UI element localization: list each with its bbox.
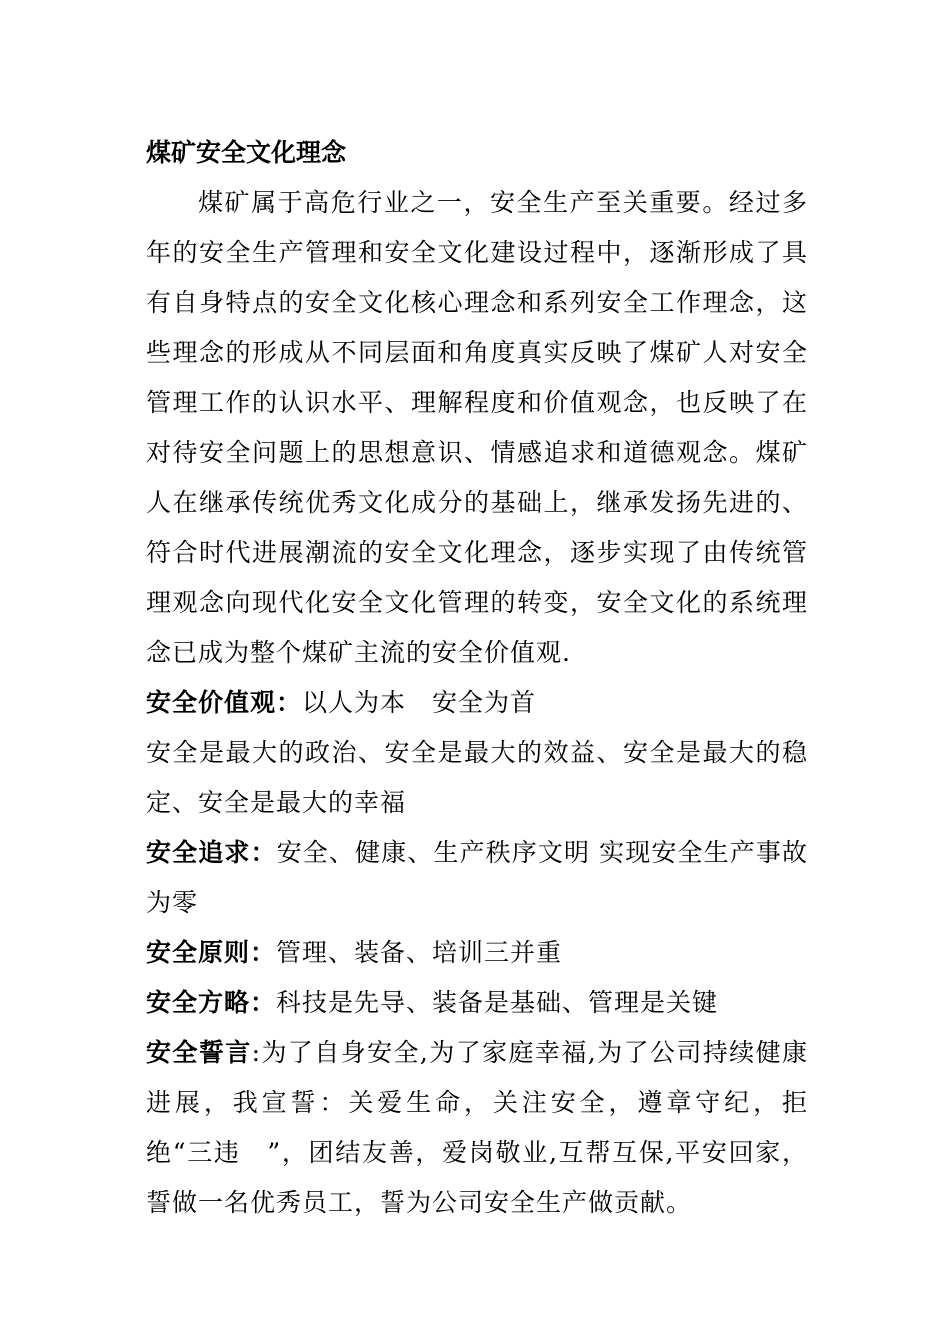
safety-values-label: 安全价值观： [146, 688, 303, 717]
safety-pursuit-text: 安全、健康、生产秩序文明 实现安全生产事故为零 [146, 838, 808, 917]
safety-values-text: 以人为本 安全为首 [302, 688, 537, 717]
document-page [146, 128, 808, 1228]
safety-strategy [146, 978, 808, 1028]
safety-oath-text: :为了自身安全,为了家庭幸福,为了公司持续健康进展，我宣誓：关爱生命，关注安全，遵章守纪，拒绝“三违 ”，团结友善，爱岗敬业,互帮互保,平安回家，誓做一名优秀员工，誓为公司安全生产做贡献。 [146, 1038, 808, 1217]
safety-pursuit [146, 828, 808, 928]
safety-pursuit-label: 安全追求： [146, 838, 277, 867]
intro-paragraph: 煤矿属于高危行业之一，安全生产至关重要。经过多年的安全生产管理和安全文化建设过程中，逐渐形成了具有自身特点的安全文化核心理念和系列安全工作理念，这些理念的形成从不同层面和角度真实反映了煤矿人对安全管理工作的认识水平、理解程度和价值观念，也反映了在对待安全问题上的思想意识、情感追求和道德观念。煤矿人在继承传统优秀文化成分的基础上，继承发扬先进的、符合时代进展潮流的安全文化理念，逐步实现了由传统管理观念向现代化安全文化管理的转变，安全文化的系统理念已成为整个煤矿主流的安全价值观. [146, 188, 808, 667]
safety-values-detail: 安全是最大的政治、安全是最大的效益、安全是最大的稳定、安全是最大的幸福 [146, 738, 808, 817]
safety-principle-label: 安全原则： [146, 938, 277, 967]
safety-values [146, 678, 808, 728]
safety-principle [146, 928, 808, 978]
document-title: 煤矿安全文化理念 [146, 138, 347, 167]
safety-oath-label: 安全誓言 [146, 1038, 252, 1067]
safety-oath [146, 1028, 808, 1228]
safety-strategy-text: 科技是先导、装备是基础、管理是关键 [276, 988, 719, 1017]
safety-principle-text: 管理、装备、培训三并重 [276, 938, 563, 967]
safety-strategy-label: 安全方略： [146, 988, 277, 1017]
